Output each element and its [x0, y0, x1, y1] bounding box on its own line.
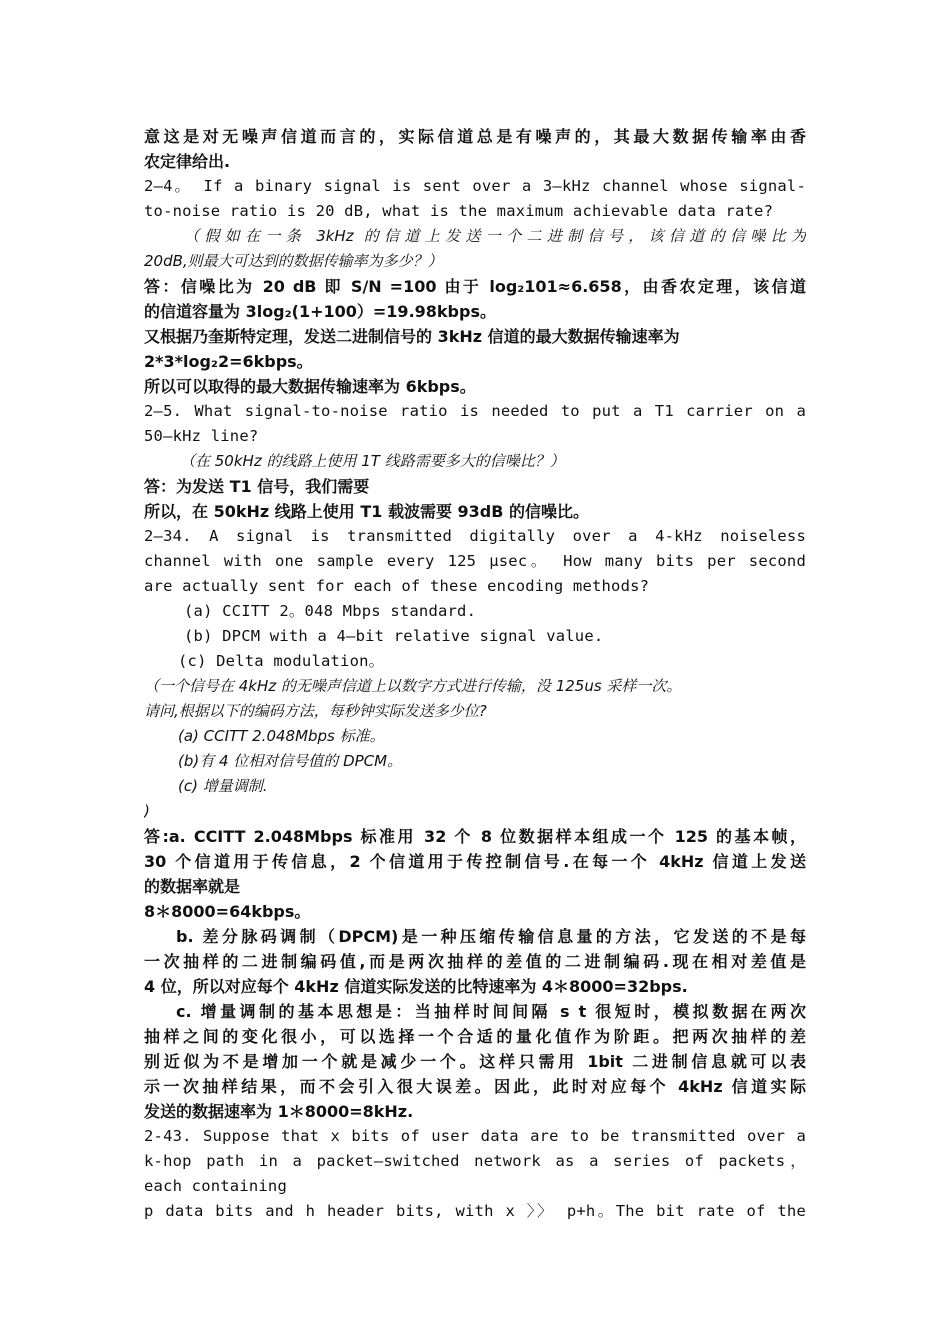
translation-line: （在 50kHz 的线路上使用 1T 线路需要多大的信噪比？） — [180, 452, 565, 470]
document-page — [144, 124, 806, 1224]
answer-line: 答：信噪比为 20 dB 即 S/N =100 由于 log₂101≈6.658，由香农定理，该信道 — [144, 277, 806, 296]
answer-line: 示一次抽样结果，而不会引入很大误差。因此，此时对应每个 4kHz 信道实际 — [144, 1077, 806, 1096]
answer-line: 2*3*log₂2=6kbps。 — [144, 352, 313, 371]
answer-line: b. 差分脉码调制（DPCM)是一种压缩传输信息量的方法，它发送的不是每 — [176, 927, 806, 946]
answer-line: 抽样之间的变化很小，可以选择一个合适的量化值作为阶距。把两次抽样的差 — [144, 1027, 806, 1046]
translation-line: 请问,根据以下的编码方法，每秒钟实际发送多少位? — [144, 702, 487, 720]
question-heading: 2—5. What signal-to-noise ratio is needed to put a T1 carrier on a — [144, 402, 806, 420]
answer-line: 别近似为不是增加一个就是减少一个。这样只需用 1bit 二进制信息就可以表 — [144, 1052, 806, 1071]
answer-line: 所以可以取得的最大数据传输速率为 6kbps。 — [144, 377, 476, 396]
answer-line: 又根据乃奎斯特定理，发送二进制信号的 3kHz 信道的最大数据传输速率为 — [144, 327, 680, 346]
answer-line: 所以，在 50kHz 线路上使用 T1 载波需要 93dB 的信噪比。 — [144, 502, 589, 521]
option-line: (c) Delta modulation。 — [178, 652, 385, 670]
translation-option: (a) CCITT 2.048Mbps 标准。 — [178, 727, 385, 745]
text-line: 意这是对无噪声信道而言的，实际信道总是有噪声的，其最大数据传输率由香 — [144, 127, 806, 146]
text-line: each containing — [144, 1177, 287, 1195]
answer-line: 4 位，所以对应每个 4kHz 信道实际发送的比特速率为 4＊8000=32bps. — [144, 977, 688, 996]
answer-line: 的数据率就是 — [144, 877, 241, 896]
text-line: p data bits and h header bits, with x 〉〉 p+h。The bit rate of the — [144, 1202, 806, 1220]
translation-line: （假如在一条 3kHz 的信道上发送一个二进制信号，该信道的信噪比为 — [184, 227, 806, 245]
text-line: channel with one sample every 125 µsec。 How many bits per second — [144, 552, 806, 570]
translation-line: 20dB,则最大可达到的数据传输率为多少？） — [144, 252, 443, 270]
answer-line: 一次抽样的二进制编码值,而是两次抽样的差值的二进制编码.现在相对差值是 — [144, 952, 806, 971]
question-heading: 2—34. A signal is transmitted digitally over a 4-kHz noiseless — [144, 527, 806, 545]
answer-line: c. 增量调制的基本思想是：当抽样时间间隔 s t 很短时，模拟数据在两次 — [176, 1002, 806, 1021]
text-line: 农定律给出. — [144, 152, 231, 171]
text-line: are actually sent for each of these encoding methods? — [144, 577, 650, 595]
option-line: (b) DPCM with a 4—bit relative signal value. — [184, 627, 604, 645]
text-line: to-noise ratio is 20 dB, what is the maximum achievable data rate? — [144, 202, 774, 220]
text-line: 50—kHz line? — [144, 427, 259, 445]
answer-line: 答：为发送 T1 信号，我们需要 — [144, 477, 370, 496]
answer-line: 8＊8000=64kbps。 — [144, 902, 311, 921]
translation-option: (b)有 4 位相对信号值的 DPCM。 — [178, 752, 403, 770]
answer-line: 的信道容量为 3log₂(1+100）=19.98kbps。 — [144, 302, 496, 321]
question-heading: 2—4。 If a binary signal is sent over a 3—kHz channel whose signal- — [144, 177, 806, 195]
answer-line: 答:a. CCITT 2.048Mbps 标准用 32 个 8 位数据样本组成一个 125 的基本帧， — [144, 827, 806, 846]
translation-option: (c) 增量调制. — [178, 777, 268, 795]
translation-line: （一个信号在 4kHz 的无噪声信道上以数字方式进行传输，没 125us 采样一次。 — [144, 677, 682, 695]
option-line: (a) CCITT 2。048 Mbps standard. — [184, 602, 477, 620]
question-heading: 2-43. Suppose that x bits of user data are to be transmitted over a — [144, 1127, 806, 1145]
translation-line: ) — [144, 802, 150, 820]
answer-line: 发送的数据速率为 1＊8000=8kHz. — [144, 1102, 414, 1121]
answer-line: 30 个信道用于传信息，2 个信道用于传控制信号.在每一个 4kHz 信道上发送 — [144, 852, 806, 871]
text-line: k-hop path in a packet—switched network as a series of packets， — [144, 1152, 806, 1170]
